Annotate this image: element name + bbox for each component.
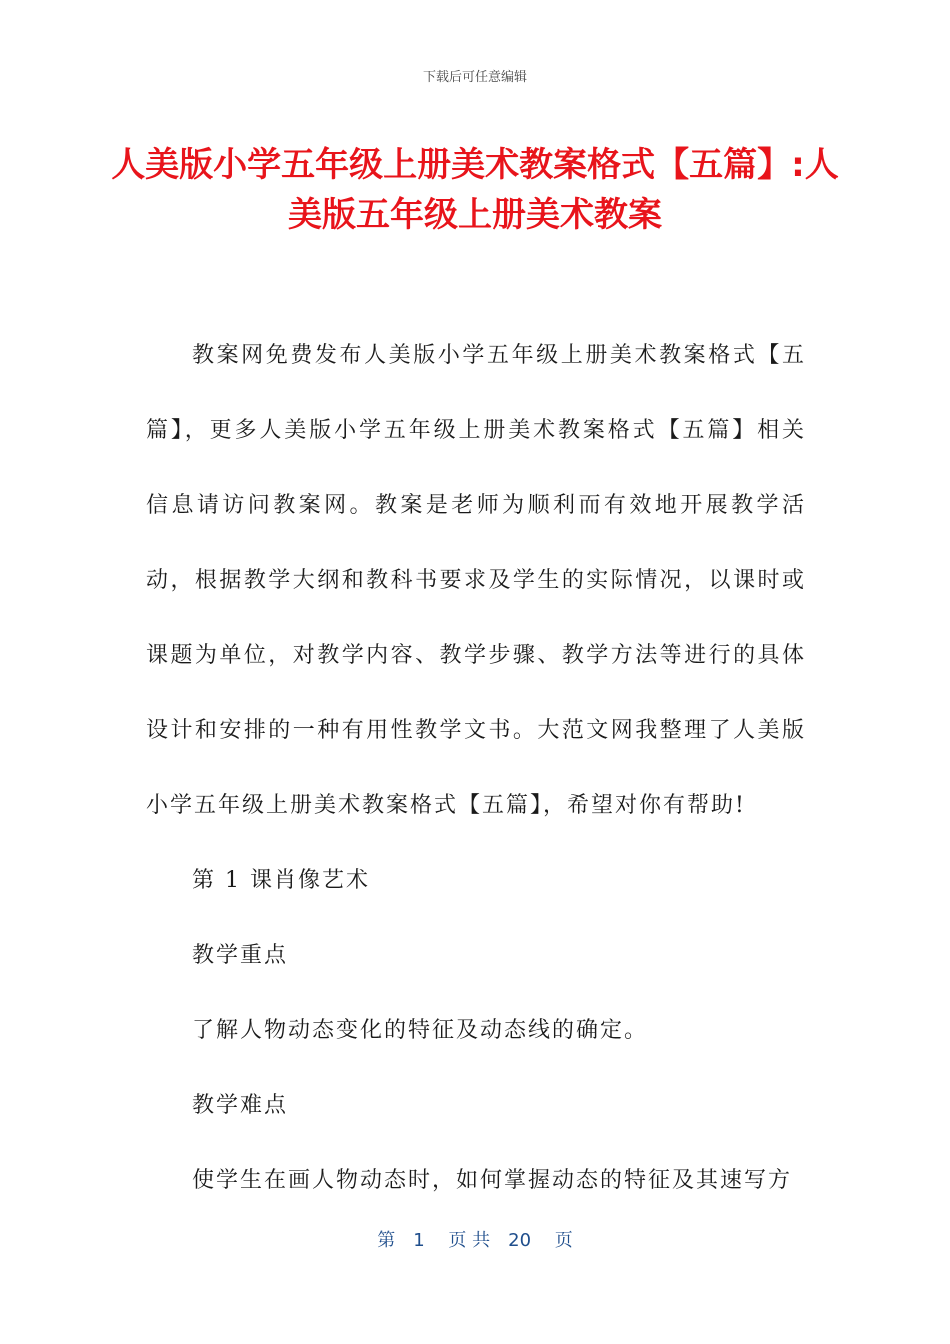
focus-heading: 教学重点 [192, 943, 289, 968]
header-note: 下载后可任意编辑 [422, 70, 527, 85]
lesson-title: 第 1 课肖像艺术 [192, 868, 370, 893]
difficulty-heading: 教学难点 [192, 1093, 289, 1118]
document-title: 人美版小学五年级上册美术教案格式【五篇】:人美版五年级上册美术教案 [111, 145, 839, 235]
document-body [146, 318, 806, 1218]
page-footer: 第 1 页 共 20 页 [377, 1230, 573, 1251]
focus-text: 了解人物动态变化的特征及动态线的确定。 [192, 1018, 649, 1043]
difficulty-text: 使学生在画人物动态时，如何掌握动态的特征及其速写方 [192, 1168, 793, 1193]
intro-paragraph: 教案网免费发布人美版小学五年级上册美术教案格式【五篇】，更多人美版小学五年级上册美术教案格式【五篇】相关信息请访问教案网。教案是老师为顺利而有效地开展教学活动，根据教学大纲和教科书要求及学生的实际情况，以课时或课题为单位，对教学内容、教学步骤、教学方法等进行的具体设计和安排的一种有用性教学文书。大范文网我整理了人美版小学五年级上册美术教案格式【五篇】，希望对你有帮助! [146, 343, 806, 818]
